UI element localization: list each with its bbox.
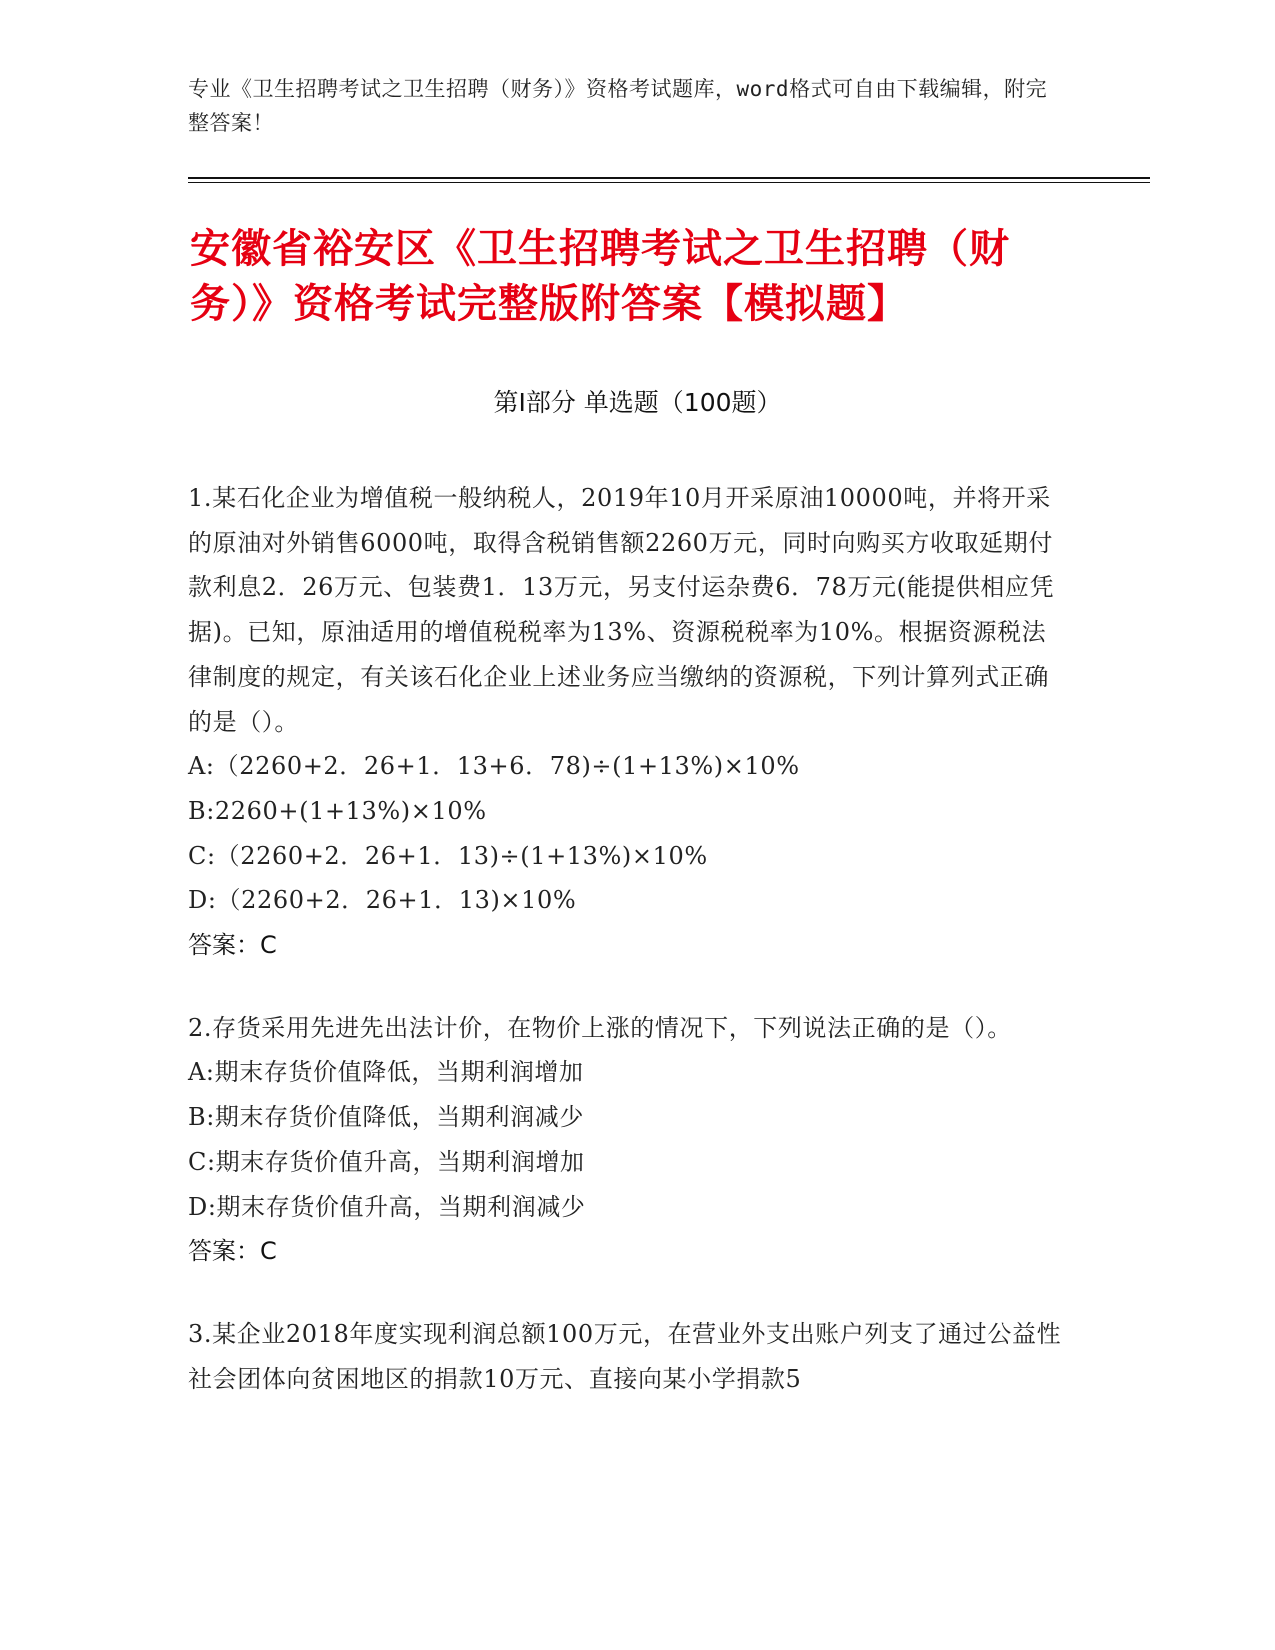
section-title: 第Ⅰ部分 单选题（100题） [493,388,782,417]
document-title: 安徽省裕安区《卫生招聘考试之卫生招聘（财务）》资格考试完整版附答案【模拟题】 [190,226,1010,327]
option-d: D:期末存货价值升高，当期利润减少 [188,1192,586,1221]
header-divider-thick [188,177,1150,179]
answer: 答案：C [188,1237,277,1266]
question-stem: 1.某石化企业为增值税一般纳税人，2019年10月开采原油10000吨，并将开采的原油对外销售6000吨，取得含税销售额2260万元，同时向购买方收取延期付款利息2．26万元、包装费1．13万元，另支付运杂费6．78万元(能提供相应凭据)。已知，原油适用的增值税税率为13%、资源税税率为10%。根据资源税法律制度的规定，有关该石化企业上述业务应当缴纳的资源税，下列计算列式正确的是（）。 [188,484,1055,736]
option-a: A:期末存货价值降低，当期利润增加 [188,1058,584,1087]
option-a: A:（2260+2．26+1．13+6．78)÷(1+13%)×10% [188,752,800,781]
option-d: D:（2260+2．26+1．13)×10% [188,886,577,915]
question-list [188,476,1068,1439]
answer: 答案：C [188,931,277,960]
question-1 [188,476,1068,968]
question-stem: 3.某企业2018年度实现利润总额100万元，在营业外支出账户列支了通过公益性社会团体向贫困地区的捐款10万元、直接向某小学捐款5 [188,1319,1062,1393]
option-b: B:期末存货价值降低，当期利润减少 [188,1103,584,1132]
header-divider-thin [188,182,1150,183]
header-note: 专业《卫生招聘考试之卫生招聘（财务）》资格考试题库，word格式可自由下载编辑，附完整答案！ [188,77,1048,135]
option-c: C:期末存货价值升高，当期利润增加 [188,1147,585,1176]
question-stem: 2.存货采用先进先出法计价，在物价上涨的情况下，下列说法正确的是（）。 [188,1013,1012,1042]
option-b: B:2260+(1+13%)×10% [188,796,487,825]
question-2 [188,1006,1068,1274]
question-3 [188,1312,1068,1401]
option-c: C:（2260+2．26+1．13)÷(1+13%)×10% [188,841,708,870]
